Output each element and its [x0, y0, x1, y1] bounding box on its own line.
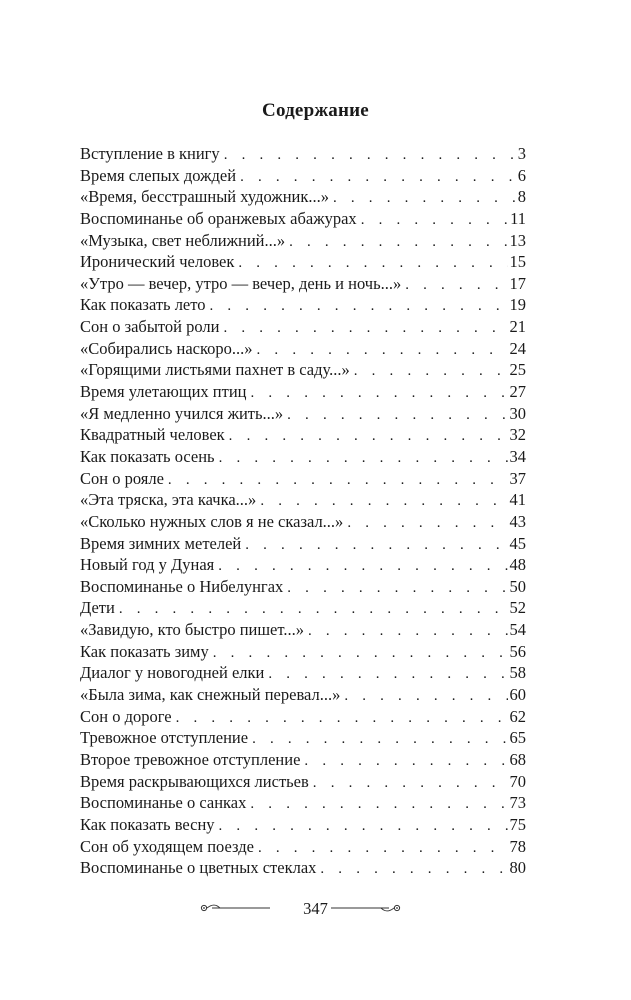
toc-entry-title: «Я медленно учился жить...» — [80, 403, 284, 423]
toc-entry — [80, 294, 526, 316]
toc-entry — [80, 381, 526, 403]
toc-entry-title: Время улетающих птиц — [80, 382, 247, 402]
toc-entry-page: 6 — [517, 165, 526, 185]
toc-entry-page: 80 — [509, 858, 526, 878]
toc-entry-page: 73 — [509, 793, 526, 813]
toc-entry-title: Сон о забытой роли — [80, 317, 220, 337]
toc-entry — [80, 316, 526, 338]
toc-entry-page: 24 — [509, 338, 526, 358]
dot-leader — [287, 405, 507, 427]
toc-entry-page: 65 — [509, 728, 526, 748]
toc-entry — [80, 684, 526, 706]
toc-entry — [80, 251, 526, 273]
dot-leader — [333, 188, 516, 210]
toc-entry-page: 3 — [517, 144, 526, 163]
toc-entry — [80, 338, 526, 360]
toc-entry — [80, 792, 526, 814]
toc-entry-page: 34 — [509, 446, 526, 466]
toc-entry-title: Вступление в книгу — [80, 144, 220, 163]
toc-entry — [80, 662, 526, 684]
toc-entry-title: Тревожное отступление — [80, 728, 249, 748]
toc-entry-title: «Утро — вечер, утро — вечер, день и ночь...» — [80, 273, 402, 293]
toc-entry-page: 19 — [509, 295, 526, 315]
toc-entry-page: 27 — [509, 382, 526, 402]
toc-entry-page: 11 — [510, 208, 526, 228]
toc-entry-page: 60 — [509, 685, 526, 705]
toc-entry-page: 8 — [517, 187, 526, 207]
toc-entry-page: 68 — [509, 749, 526, 769]
toc-entry-title: Квадратный человек — [80, 425, 225, 445]
dot-leader — [218, 556, 507, 578]
toc-entry-page: 75 — [509, 814, 526, 834]
toc-entry-title: Сон о рояле — [80, 468, 164, 488]
toc-entry — [80, 230, 526, 252]
toc-entry — [80, 836, 526, 858]
toc-entry-page: 25 — [509, 360, 526, 380]
dot-leader — [224, 145, 516, 167]
toc-entry — [80, 814, 526, 836]
toc-entry-title: Сон о дороге — [80, 706, 172, 726]
toc-entry-page: 15 — [509, 252, 526, 272]
toc-entry — [80, 359, 526, 381]
toc-entry-title: Как показать зиму — [80, 641, 209, 661]
toc-entry-title: Как показать осень — [80, 446, 215, 466]
page-number: 347 — [303, 899, 328, 918]
toc-entry — [80, 727, 526, 749]
dot-leader — [320, 859, 507, 881]
dot-leader — [219, 816, 508, 838]
toc-entry-page: 37 — [509, 468, 526, 488]
toc-entry-page: 41 — [509, 490, 526, 510]
toc-entry — [80, 143, 526, 165]
toc-entry-title: Как показать весну — [80, 814, 215, 834]
toc-entry — [80, 468, 526, 490]
toc-entry-page: 30 — [509, 403, 526, 423]
dot-leader — [238, 253, 507, 275]
toc-entry-title: Сон об уходящем поезде — [80, 836, 254, 856]
dot-leader — [229, 426, 508, 448]
toc-entry — [80, 489, 526, 511]
dot-leader — [168, 470, 508, 492]
dot-leader — [213, 643, 508, 665]
toc-entry-page: 13 — [509, 230, 526, 250]
toc-entry-page: 50 — [509, 576, 526, 596]
dot-leader — [308, 621, 508, 643]
dot-leader — [223, 318, 507, 340]
toc-entry — [80, 208, 526, 230]
dot-leader — [304, 751, 507, 773]
dot-leader — [257, 340, 508, 362]
toc-entry — [80, 554, 526, 576]
toc-entry — [80, 706, 526, 728]
toc-entry-title: Время зимних метелей — [80, 533, 242, 553]
toc-entry — [80, 403, 526, 425]
dot-leader — [313, 773, 508, 795]
toc-entry — [80, 165, 526, 187]
dot-leader — [252, 729, 507, 751]
dot-leader — [119, 599, 508, 621]
toc-entry-page: 32 — [509, 425, 526, 445]
toc-entry-page: 54 — [509, 620, 526, 640]
toc-entry — [80, 511, 526, 533]
toc-entry-title: Время слепых дождей — [80, 165, 237, 185]
toc-entry-page: 17 — [509, 273, 526, 293]
toc-entry-page: 52 — [509, 598, 526, 618]
dot-leader — [251, 383, 508, 405]
toc-entry-title: «Была зима, как снежный перевал...» — [80, 685, 341, 705]
toc-entry-page: 62 — [509, 706, 526, 726]
toc-entry — [80, 424, 526, 446]
dot-leader — [268, 664, 507, 686]
toc-entry — [80, 619, 526, 641]
toc-entry-page: 56 — [509, 641, 526, 661]
dot-leader — [176, 708, 508, 730]
toc-entry-title: Как показать лето — [80, 295, 206, 315]
toc-entry — [80, 771, 526, 793]
dot-leader — [219, 448, 508, 470]
toc-entry-title: «Собирались наскоро...» — [80, 338, 253, 358]
dot-leader — [245, 535, 507, 557]
toc-entry — [80, 857, 526, 879]
toc-entry-title: Иронический человек — [80, 252, 235, 272]
dot-leader — [258, 838, 508, 860]
toc-entry-title: Новый год у Дуная — [80, 555, 215, 575]
toc-entry-title: Воспоминанье о цветных стеклах — [80, 858, 317, 878]
toc-entry — [80, 446, 526, 468]
toc-entry — [80, 749, 526, 771]
toc-entry-title: Диалог у новогодней елки — [80, 663, 265, 683]
toc-entry — [80, 641, 526, 663]
right-flourish-ornament — [331, 901, 431, 915]
dot-leader — [240, 167, 516, 189]
toc-entry-title: «Музыка, свет неближний...» — [80, 230, 286, 250]
toc-entry-title: «Завидую, кто быстро пишет...» — [80, 620, 304, 640]
toc-entry-page: 58 — [509, 663, 526, 683]
toc-entry-title: «Эта тряска, эта качка...» — [80, 490, 257, 510]
toc-entry-page: 45 — [509, 533, 526, 553]
dot-leader — [260, 491, 507, 513]
toc-entry-title: Время раскрывающихся листьев — [80, 771, 309, 791]
dot-leader — [405, 275, 507, 297]
toc-entry-page: 48 — [509, 555, 526, 575]
toc-entry-page: 70 — [509, 771, 526, 791]
toc-entry-title: Второе тревожное отступление — [80, 749, 301, 769]
table-of-contents — [80, 143, 526, 879]
toc-entry-page: 21 — [509, 317, 526, 337]
dot-leader — [344, 686, 507, 708]
toc-entry-page: 78 — [509, 836, 526, 856]
page-footer — [0, 897, 631, 921]
toc-entry-title: Воспоминанье о санках — [80, 793, 247, 813]
dot-leader — [287, 578, 507, 600]
dot-leader — [347, 513, 507, 535]
dot-leader — [354, 361, 508, 383]
toc-entry-title: «Время, бесстрашный художник...» — [80, 187, 329, 207]
toc-entry-page: 43 — [509, 511, 526, 531]
toc-entry — [80, 576, 526, 598]
toc-entry-title: Воспоминанье об оранжевых абажурах — [80, 208, 357, 228]
page-title: Содержание — [262, 100, 369, 121]
toc-entry-title: «Горящими листьями пахнет в саду...» — [80, 360, 350, 380]
toc-entry-title: Воспоминанье о Нибелунгах — [80, 576, 284, 596]
toc-entry-title: Дети — [80, 598, 115, 618]
toc-entry — [80, 597, 526, 619]
dot-leader — [289, 232, 507, 254]
dot-leader — [210, 296, 508, 318]
toc-entry — [80, 273, 526, 295]
toc-entry-title: «Сколько нужных слов я не сказал...» — [80, 511, 344, 531]
dot-leader — [361, 210, 508, 232]
dot-leader — [250, 794, 507, 816]
toc-entry — [80, 186, 526, 208]
toc-entry — [80, 533, 526, 555]
